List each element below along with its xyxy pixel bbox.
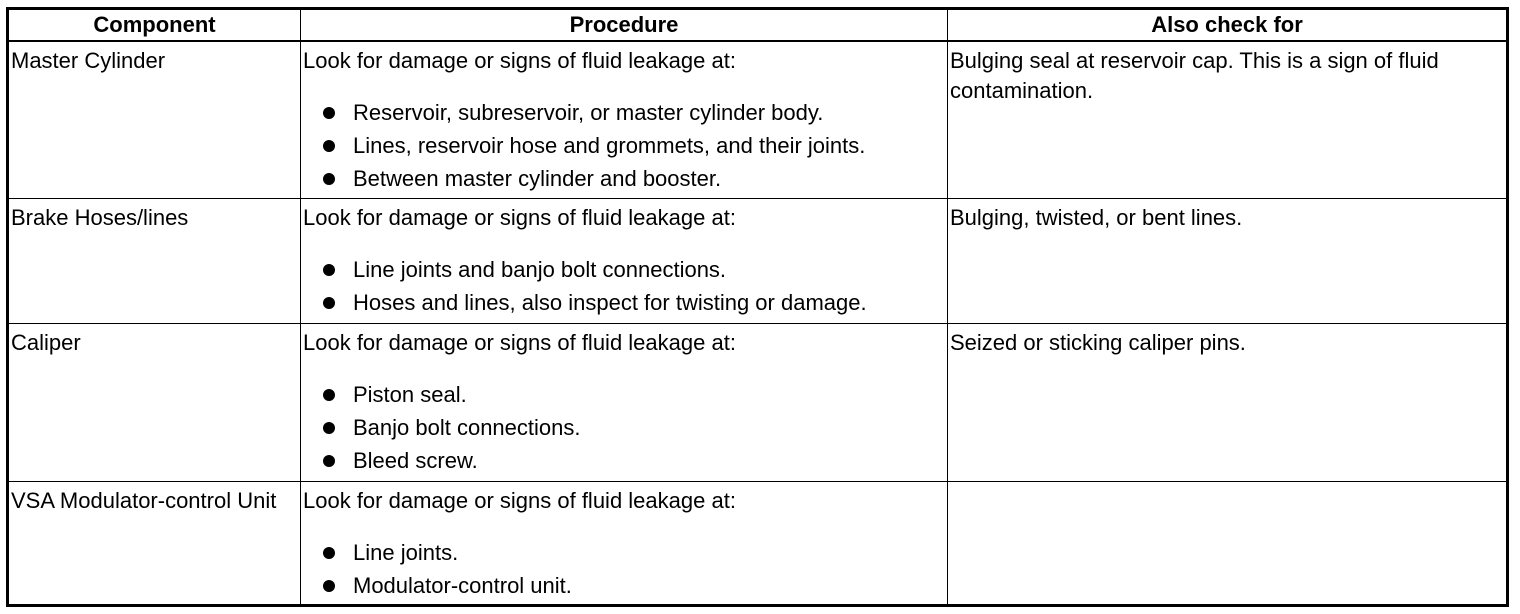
bullet-icon: [323, 547, 335, 559]
list-item-text: Hoses and lines, also inspect for twisting or damage.: [353, 290, 867, 315]
list-item: [303, 255, 943, 285]
procedure-lead: Look for damage or signs of fluid leakage at:: [303, 205, 736, 230]
also-check-cell: Bulging, twisted, or bent lines.: [948, 199, 1508, 324]
list-item: [303, 413, 943, 443]
procedure-cell: [301, 41, 948, 199]
list-item: [303, 164, 943, 194]
table-row: [8, 199, 1508, 324]
procedure-list: [303, 98, 943, 194]
procedure-lead: Look for damage or signs of fluid leakage at:: [303, 48, 736, 73]
list-item: [303, 538, 943, 568]
bullet-icon: [323, 264, 335, 276]
bullet-icon: [323, 297, 335, 309]
list-item: [303, 98, 943, 128]
procedure-cell: [301, 324, 948, 482]
header-row: [8, 9, 1508, 42]
procedure-cell: [301, 482, 948, 606]
header-component: Component: [8, 9, 301, 42]
list-item-text: Line joints and banjo bolt connections.: [353, 257, 727, 282]
also-check-cell: Bulging seal at reservoir cap. This is a sign of fluid contamination.: [948, 41, 1508, 199]
list-item: [303, 380, 943, 410]
bullet-icon: [323, 580, 335, 592]
list-item-text: Piston seal.: [353, 382, 467, 407]
list-item-text: Banjo bolt connections.: [353, 415, 581, 440]
header-procedure: Procedure: [301, 9, 948, 42]
list-item-text: Modulator-control unit.: [353, 573, 572, 598]
header-also-check: Also check for: [948, 9, 1508, 42]
list-item-text: Reservoir, subreservoir, or master cylinder body.: [353, 100, 824, 125]
list-item: [303, 288, 943, 318]
procedure-list: [303, 538, 943, 601]
bullet-icon: [323, 455, 335, 467]
list-item-text: Lines, reservoir hose and grommets, and their joints.: [353, 133, 866, 158]
table-row: [8, 482, 1508, 606]
bullet-icon: [323, 422, 335, 434]
table-row: [8, 41, 1508, 199]
table-row: [8, 324, 1508, 482]
procedure-cell: [301, 199, 948, 324]
bullet-icon: [323, 140, 335, 152]
bullet-icon: [323, 173, 335, 185]
component-cell: Master Cylinder: [8, 41, 301, 199]
list-item-text: Line joints.: [353, 540, 459, 565]
bullet-icon: [323, 389, 335, 401]
also-check-cell: [948, 482, 1508, 606]
list-item-text: Bleed screw.: [353, 448, 478, 473]
list-item: [303, 446, 943, 476]
component-cell: Brake Hoses/lines: [8, 199, 301, 324]
list-item-text: Between master cylinder and booster.: [353, 166, 722, 191]
procedure-list: [303, 255, 943, 318]
procedure-lead: Look for damage or signs of fluid leakage at:: [303, 488, 736, 513]
component-cell: Caliper: [8, 324, 301, 482]
list-item: [303, 131, 943, 161]
inspection-table: [6, 7, 1509, 607]
procedure-list: [303, 380, 943, 476]
component-cell: VSA Modulator-control Unit: [8, 482, 301, 606]
list-item: [303, 571, 943, 601]
also-check-cell: Seized or sticking caliper pins.: [948, 324, 1508, 482]
bullet-icon: [323, 107, 335, 119]
procedure-lead: Look for damage or signs of fluid leakage at:: [303, 330, 736, 355]
